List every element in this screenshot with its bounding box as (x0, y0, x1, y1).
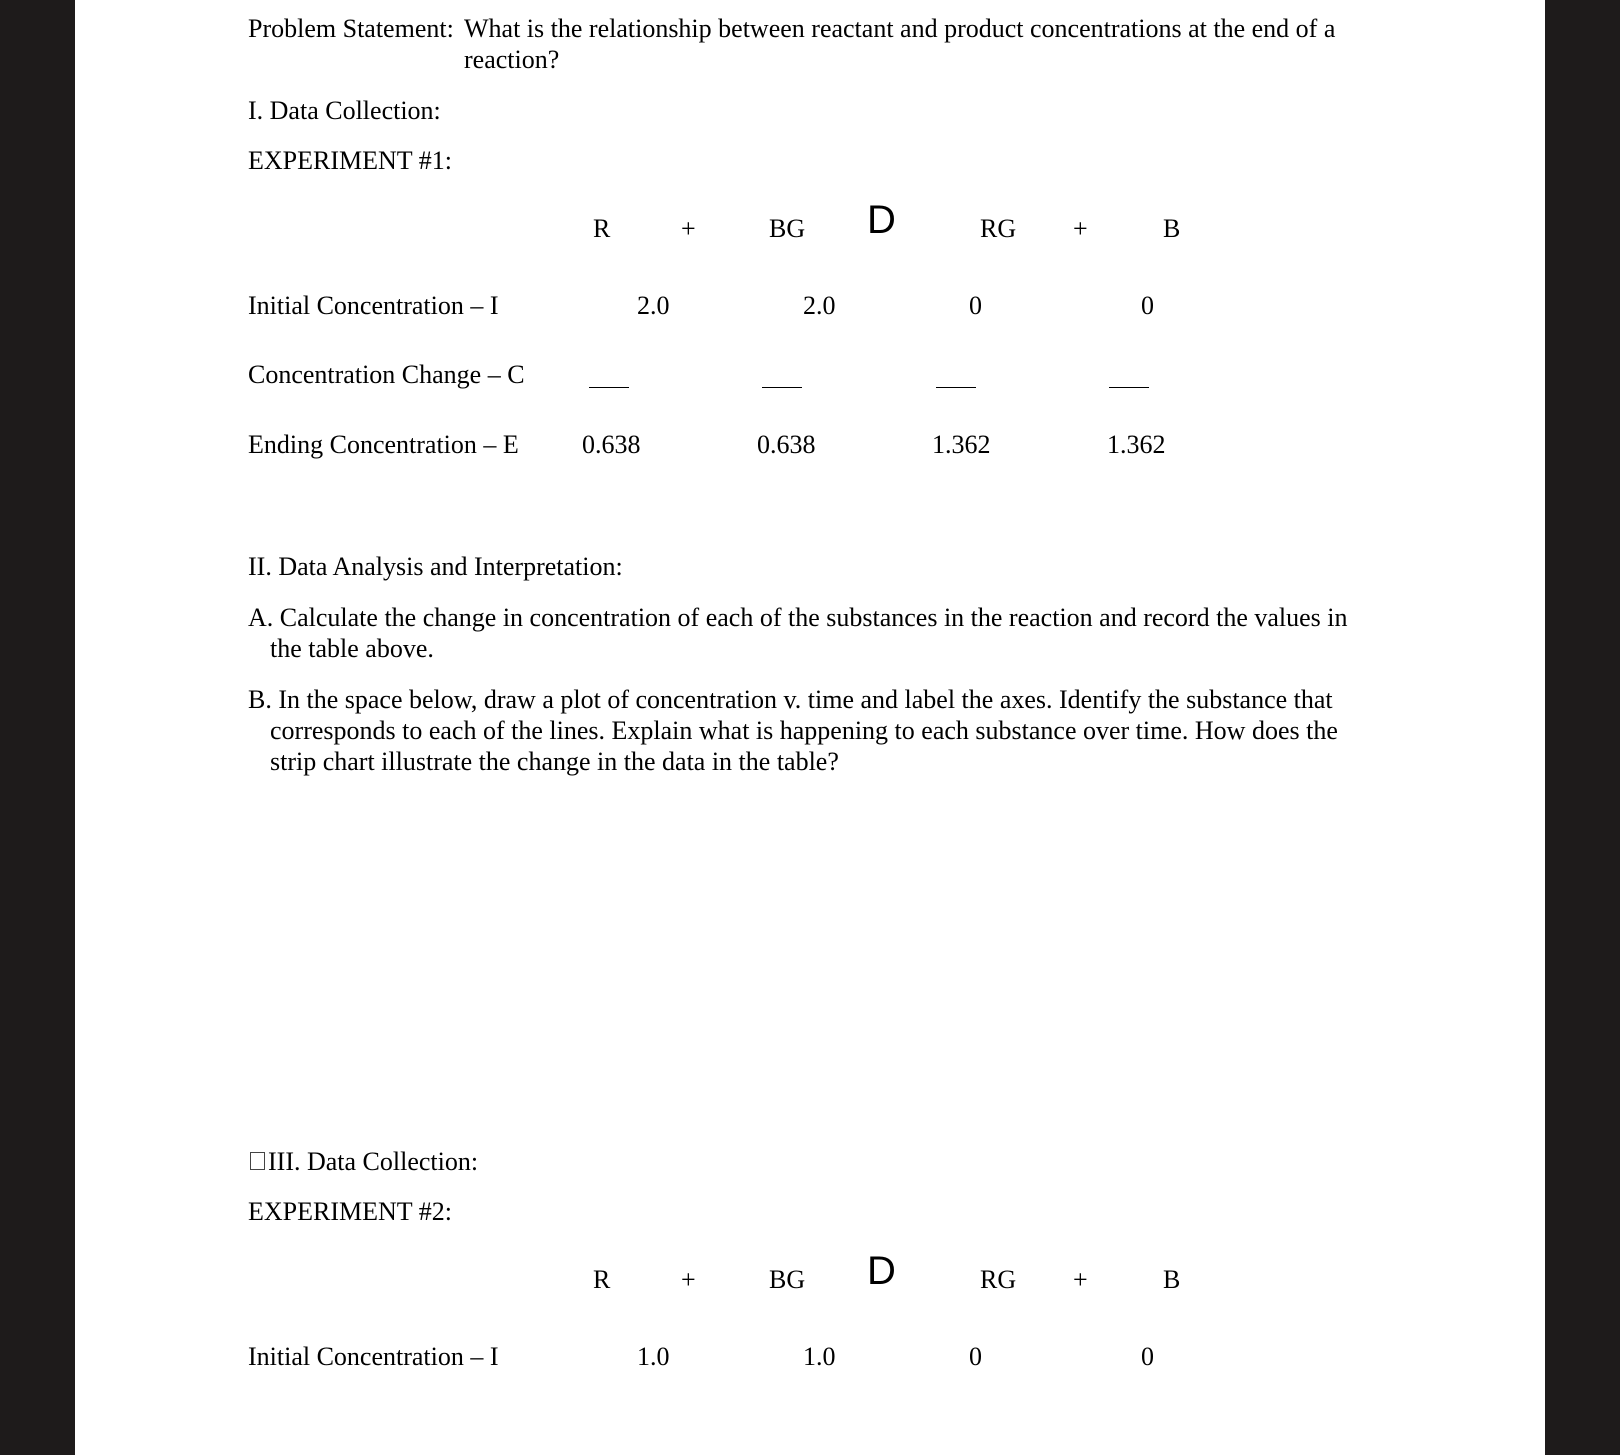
plus-sign: + (681, 214, 696, 243)
initial-rg: 0 (969, 291, 982, 320)
section3-heading: III. Data Collection: (268, 1147, 479, 1176)
instruction-b-line1: B. In the space below, draw a plot of concentration v. time and label the axes. Identify the substance that (248, 685, 1333, 714)
experiment2-heading: EXPERIMENT #2: (248, 1197, 452, 1226)
ending-concentration-label: Ending Concentration – E (248, 430, 519, 459)
initial-b: 0 (1141, 1342, 1154, 1371)
reactant-bg: BG (769, 1265, 806, 1294)
section1-heading: I. Data Collection: (248, 96, 441, 125)
equilibrium-arrow-icon: D (867, 1249, 896, 1293)
plot-drawing-area[interactable] (248, 790, 1448, 1130)
initial-r: 1.0 (637, 1342, 670, 1371)
equilibrium-arrow-icon: D (867, 198, 896, 242)
plus-sign: + (1073, 1265, 1088, 1294)
checkbox-glyph-icon (250, 1152, 265, 1170)
plus-sign: + (1073, 214, 1088, 243)
initial-rg: 0 (969, 1342, 982, 1371)
initial-r: 2.0 (637, 291, 670, 320)
instruction-b-line3: strip chart illustrate the change in the data in the table? (270, 747, 839, 776)
initial-b: 0 (1141, 291, 1154, 320)
problem-text-line1: What is the relationship between reactant and product concentrations at the end of a (464, 14, 1336, 43)
problem-label: Problem Statement: (248, 14, 454, 43)
product-rg: RG (980, 214, 1017, 243)
change-b-blank[interactable] (1109, 387, 1149, 388)
instruction-a-line1: A. Calculate the change in concentration of each of the substances in the reaction and record the values in (248, 603, 1348, 632)
instruction-a-line2: the table above. (270, 634, 434, 663)
change-r-blank[interactable] (589, 387, 629, 388)
change-bg-blank[interactable] (762, 387, 802, 388)
initial-bg: 1.0 (803, 1342, 836, 1371)
experiment1-heading: EXPERIMENT #1: (248, 146, 452, 175)
plus-sign: + (681, 1265, 696, 1294)
initial-concentration-label: Initial Concentration – I (248, 1342, 499, 1371)
product-b: B (1163, 214, 1181, 243)
change-rg-blank[interactable] (936, 387, 976, 388)
initial-bg: 2.0 (803, 291, 836, 320)
product-b: B (1163, 1265, 1181, 1294)
section2-heading: II. Data Analysis and Interpretation: (248, 552, 623, 581)
ending-bg: 0.638 (757, 430, 816, 459)
instruction-b-line2: corresponds to each of the lines. Explain what is happening to each substance over time. How does the (270, 716, 1338, 745)
initial-concentration-label: Initial Concentration – I (248, 291, 499, 320)
product-rg: RG (980, 1265, 1017, 1294)
ending-r: 0.638 (582, 430, 641, 459)
document-page (75, 0, 1545, 1455)
ending-b: 1.362 (1107, 430, 1166, 459)
reactant-r: R (593, 1265, 611, 1294)
reactant-r: R (593, 214, 611, 243)
concentration-change-label: Concentration Change – C (248, 360, 525, 389)
reactant-bg: BG (769, 214, 806, 243)
problem-text-line2: reaction? (464, 45, 560, 74)
ending-rg: 1.362 (932, 430, 991, 459)
